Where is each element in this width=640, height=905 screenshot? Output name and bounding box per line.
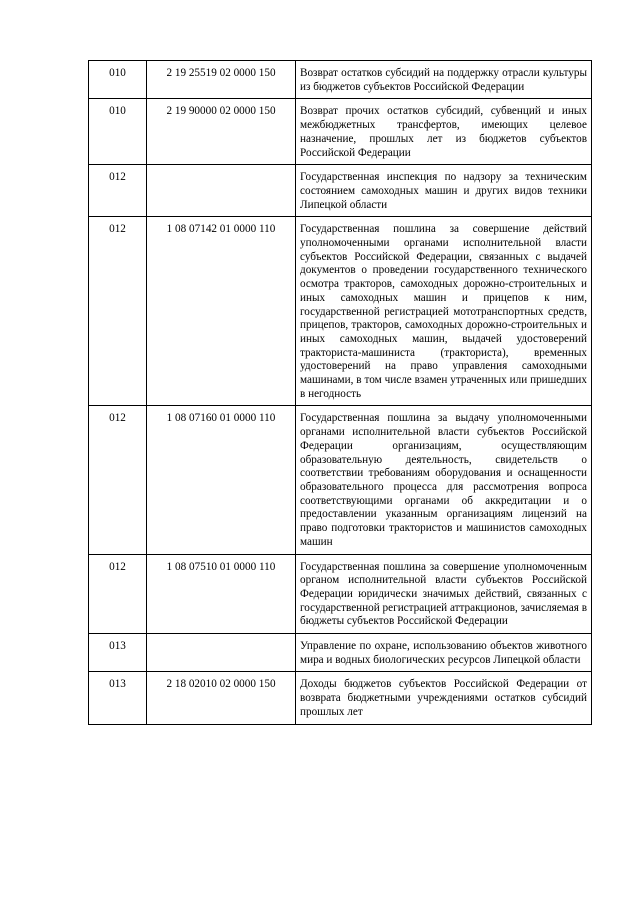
revenue-code-cell: 1 08 07510 01 0000 110 [147, 554, 296, 634]
revenue-code-cell: 2 19 90000 02 0000 150 [147, 99, 296, 165]
revenue-name-cell: Государственная инспекция по надзору за техническим состоянием самоходных машин и других видов техники Липецкой области [296, 165, 592, 217]
admin-code-cell: 012 [89, 406, 147, 554]
admin-code-cell: 012 [89, 165, 147, 217]
table-row [89, 634, 592, 672]
admin-code-cell: 012 [89, 554, 147, 634]
table-row [89, 165, 592, 217]
revenue-name-cell: Государственная пошлина за совершение действий уполномоченными органами исполнительной власти субъектов Российской Федерации, связанных с выдачей документов о проведении государственного технического осмотра тракторов, самоходных дорожно-строительных и иных самоходных машин и прицепов к ним, государственной регистрацией мототранспортных средств, прицепов, тракторов, самоходных дорожно-строительных и иных самоходных машин, выдачей удостоверений тракториста-машиниста (тракториста), временных удостоверений на право управления самоходными машинами, в том числе взамен утраченных или пришедших в негодность [296, 217, 592, 406]
table-row [89, 99, 592, 165]
admin-code-cell: 013 [89, 634, 147, 672]
revenue-name-cell: Возврат прочих остатков субсидий, субвенций и иных межбюджетных трансфертов, имеющих целевое назначение, прошлых лет из бюджетов субъектов Российской Федерации [296, 99, 592, 165]
revenue-name-cell: Возврат остатков субсидий на поддержку отрасли культуры из бюджетов субъектов Российской Федерации [296, 61, 592, 99]
revenue-code-cell: 2 18 02010 02 0000 150 [147, 672, 296, 724]
revenue-code-cell [147, 634, 296, 672]
admin-code-cell: 012 [89, 217, 147, 406]
revenue-code-cell: 1 08 07160 01 0000 110 [147, 406, 296, 554]
table-row [89, 672, 592, 724]
revenue-name-cell: Государственная пошлина за совершение уполномоченным органом исполнительной власти субъектов Российской Федерации юридически значимых действий, связанных с государственной регистрацией аттракционов, зачисляемая в бюджеты субъектов Российской Федерации [296, 554, 592, 634]
budget-classification-table [88, 60, 592, 725]
revenue-name-cell: Управление по охране, использованию объектов животного мира и водных биологических ресурсов Липецкой области [296, 634, 592, 672]
admin-code-cell: 010 [89, 61, 147, 99]
table-row [89, 406, 592, 554]
table-row [89, 61, 592, 99]
table-row [89, 217, 592, 406]
revenue-code-cell: 1 08 07142 01 0000 110 [147, 217, 296, 406]
revenue-name-cell: Государственная пошлина за выдачу уполномоченными органами исполнительной власти субъектов Российской Федерации организациям, осуществляющим образовательную деятельность, свидетельств о соответствии требованиям оборудования и оснащенности образовательного процесса для рассмотрения вопроса соответствующими органами об аккредитации и о предоставлении указанным организациям лицензий на право подготовки трактористов и машинистов самоходных машин [296, 406, 592, 554]
table-row [89, 554, 592, 634]
revenue-code-cell [147, 165, 296, 217]
admin-code-cell: 013 [89, 672, 147, 724]
admin-code-cell: 010 [89, 99, 147, 165]
revenue-name-cell: Доходы бюджетов субъектов Российской Федерации от возврата бюджетными учреждениями остатков субсидий прошлых лет [296, 672, 592, 724]
revenue-code-cell: 2 19 25519 02 0000 150 [147, 61, 296, 99]
